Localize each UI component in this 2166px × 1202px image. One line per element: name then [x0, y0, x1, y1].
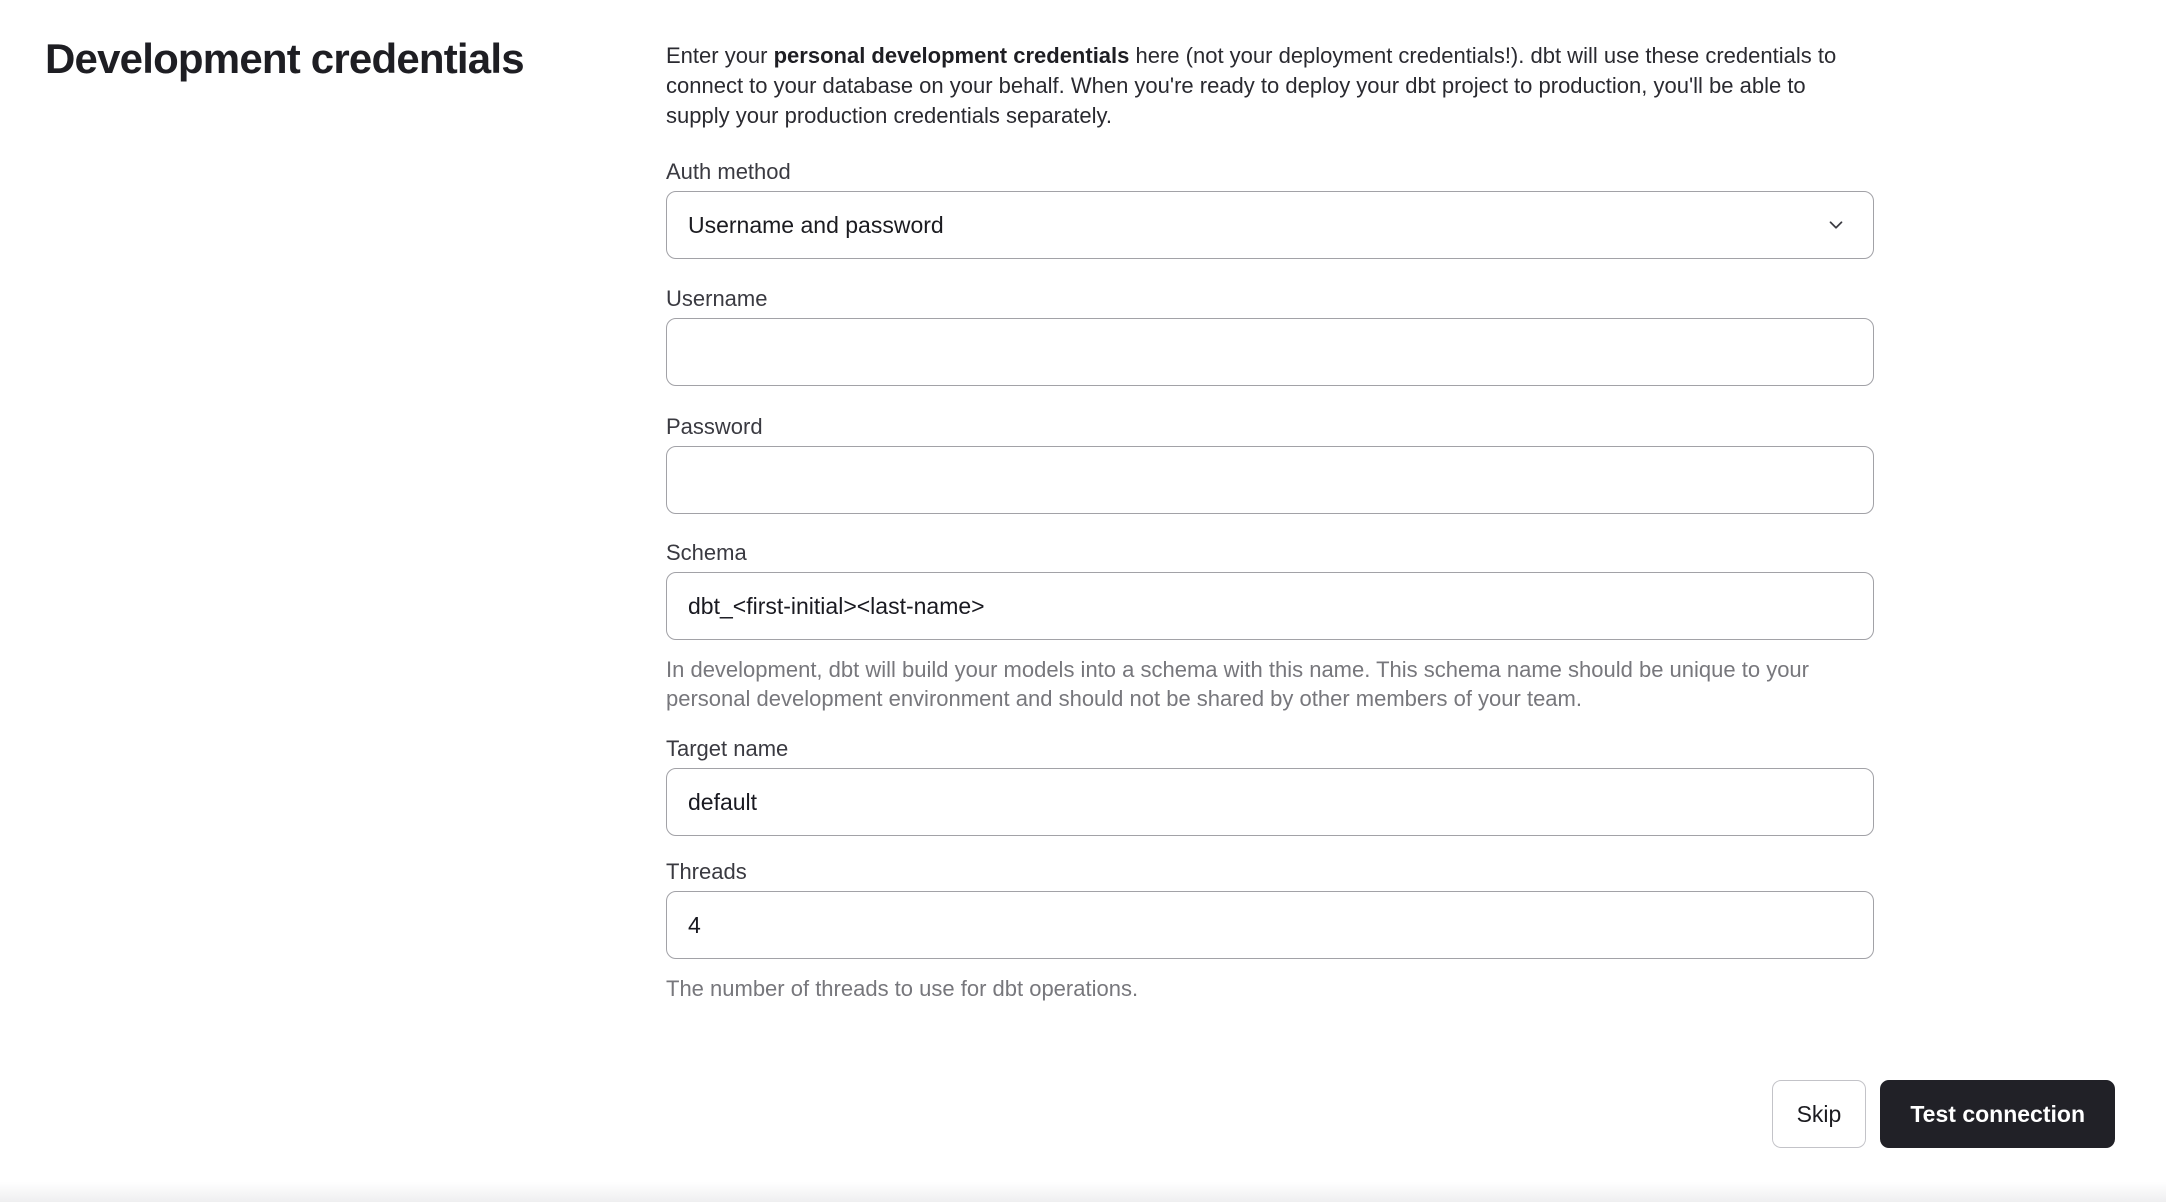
password-field: [666, 413, 1874, 514]
skip-button[interactable]: Skip: [1772, 1080, 1867, 1148]
username-input[interactable]: [666, 318, 1874, 386]
target-name-field: [666, 735, 1874, 836]
auth-method-label: Auth method: [666, 159, 791, 184]
page-title: Development credentials: [45, 35, 524, 82]
intro-text: [666, 41, 1874, 131]
credentials-form: [666, 41, 1874, 1003]
username-label: Username: [666, 286, 768, 311]
threads-field: [666, 858, 1874, 1003]
bottom-divider: [0, 1182, 2166, 1202]
test-connection-button[interactable]: Test connection: [1880, 1080, 2115, 1148]
schema-field: [666, 539, 1874, 713]
auth-method-select[interactable]: [666, 191, 1874, 259]
auth-method-selected-value: Username and password: [688, 211, 944, 238]
target-name-input[interactable]: [666, 768, 1874, 836]
schema-input[interactable]: [666, 572, 1874, 640]
username-field: [666, 285, 1874, 386]
target-name-label: Target name: [666, 736, 789, 761]
form-actions: [1772, 1080, 2115, 1148]
chevron-down-icon: [1825, 214, 1847, 236]
threads-input[interactable]: [666, 891, 1874, 959]
password-input[interactable]: [666, 446, 1874, 514]
threads-help-text: The number of threads to use for dbt operations.: [666, 976, 1139, 1001]
auth-method-field: [666, 158, 1874, 259]
threads-label: Threads: [666, 859, 747, 884]
intro-text-before: Enter your: [666, 43, 774, 68]
schema-help-text: In development, dbt will build your models into a schema with this name. This schema name should be unique to your personal development environment and should not be shared by other members of your team.: [666, 657, 1809, 711]
intro-text-bold: personal development credentials: [773, 43, 1130, 68]
intro-text-after: here (not your deployment credentials!). dbt will use these credentials to connect to your database on your behalf. When you're ready to deploy your dbt project to production, you'll be able to supply your production credentials separately.: [666, 43, 1837, 128]
password-label: Password: [666, 414, 763, 439]
schema-label: Schema: [666, 540, 747, 565]
